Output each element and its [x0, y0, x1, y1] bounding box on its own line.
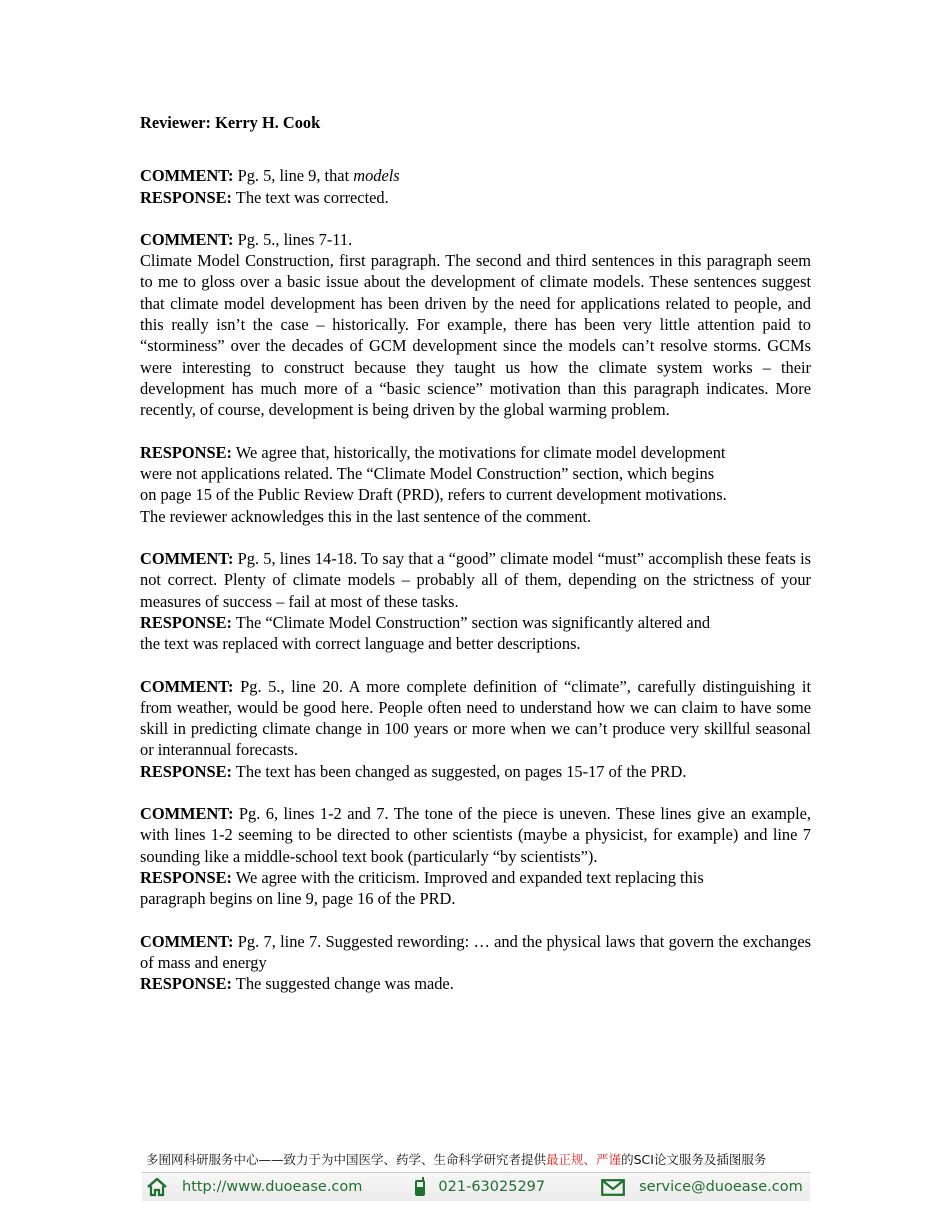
website-text: http://www.duoease.com	[182, 1179, 363, 1195]
response-line: on page 15 of the Public Review Draft (PRD), refers to current development motivations.	[140, 485, 727, 505]
comment-italic: models	[353, 166, 400, 186]
response-line: paragraph begins on line 9, page 16 of the PRD.	[140, 889, 456, 909]
response-label: RESPONSE:	[140, 442, 232, 462]
comment-text: Pg. 5., lines 7-11.	[233, 229, 353, 249]
response-line: the text was replaced with correct language and better descriptions.	[140, 634, 581, 654]
slogan-text: 多囿网科研服务中心——致力于为中国医学、药学、生命科学研究者提供	[146, 1152, 547, 1167]
comment-label: COMMENT:	[140, 676, 234, 696]
response-label: RESPONSE:	[140, 867, 232, 887]
response-text: The text was corrected.	[232, 187, 389, 207]
response-line: The “Climate Model Construction” section was significantly altered and	[232, 612, 711, 632]
response-line: We agree with the criticism. Improved and expanded text replacing this	[232, 867, 704, 887]
footer-contacts	[142, 1172, 810, 1201]
response-label: RESPONSE:	[140, 761, 232, 781]
home-icon	[146, 1177, 168, 1197]
response-text: The suggested change was made.	[232, 974, 454, 994]
envelope-icon	[601, 1179, 625, 1196]
comment-label: COMMENT:	[140, 166, 234, 186]
mobile-phone-icon	[414, 1177, 426, 1197]
footer-slogan	[142, 1148, 810, 1172]
reviewer-heading: Reviewer: Kerry H. Cook	[140, 113, 321, 132]
comment-label: COMMENT:	[140, 804, 234, 824]
comment-label: COMMENT:	[140, 229, 234, 249]
comment-body: Climate Model Construction, first paragraph. The second and third sentences in this paragraph seem to me to gloss over a basic issue about the development of climate models. These sentences suggest that climate model development has been driven by the need for applications related to people, and this really isn’t the case – historically. For example, there has been very little attention paid to “storminess” over the decades of GCM development since the models can’t resolve storms. GCMs were interesting to construct because they taught us how the climate system works – their development has much more of a “basic science” motivation than this paragraph indicates. More recently, of course, development is being driven by the global warming problem.	[140, 251, 811, 420]
document-page	[140, 112, 811, 1015]
website-link[interactable]	[146, 1177, 362, 1197]
phone-text: 021-63025297	[438, 1179, 546, 1195]
comment-label: COMMENT:	[140, 549, 234, 569]
response-label: RESPONSE:	[140, 187, 232, 207]
comment-paragraph	[140, 676, 811, 761]
response-line: The reviewer acknowledges this in the last sentence of the comment.	[140, 506, 592, 526]
comment-5	[140, 803, 811, 909]
phone-number[interactable]	[414, 1177, 545, 1197]
response-label: RESPONSE:	[140, 974, 232, 994]
email-link[interactable]	[601, 1179, 803, 1196]
response-text: The text has been changed as suggested, on pages 15-17 of the PRD.	[232, 761, 687, 781]
footer-banner	[142, 1148, 810, 1200]
comment-text: Pg. 5, lines 14-18. To say that a “good” climate model “must” accomplish these feats is not correct. Plenty of climate models – probably all of them, depending on the strictness of your measures of success – fail at most of these tasks.	[140, 549, 811, 611]
comment-3	[140, 548, 811, 654]
email-text: service@duoease.com	[639, 1179, 803, 1195]
response-label: RESPONSE:	[140, 612, 232, 632]
comment-2	[140, 229, 811, 527]
comment-paragraph	[140, 548, 811, 612]
slogan-text: 的SCI论文服务及插图服务	[621, 1152, 767, 1167]
slogan-highlight: 严谨	[596, 1152, 622, 1167]
comment-6	[140, 931, 811, 995]
comment-paragraph	[140, 803, 811, 867]
comment-text: Pg. 5., line 20. A more complete definition of “climate”, carefully distinguishing it from weather, would be good here. People often need to understand how we can claim to have some skill in predicting climate change in 100 years or more when we can’t produce very skillful seasonal or interannual forecasts.	[140, 676, 811, 760]
comment-text: Pg. 7, line 7. Suggested rewording: … and the physical laws that govern the exchanges of mass and energy	[140, 931, 811, 972]
comment-paragraph	[140, 931, 811, 974]
comment-4	[140, 676, 811, 782]
comment-text: Pg. 6, lines 1-2 and 7. The tone of the piece is uneven. These lines give an example, with lines 1-2 seeming to be directed to other scientists (maybe a physicist, for example) and line 7 sounding like a middle-school text book (particularly “by scientists”).	[140, 804, 811, 866]
slogan-separator: 、	[583, 1152, 597, 1167]
comment-text: Pg. 5, line 9, that	[233, 166, 354, 186]
response-line: We agree that, historically, the motivations for climate model development	[232, 442, 726, 462]
comment-1	[140, 165, 811, 208]
comment-label: COMMENT:	[140, 931, 234, 951]
response-line: were not applications related. The “Climate Model Construction” section, which begins	[140, 464, 715, 484]
slogan-highlight: 最正规	[546, 1152, 584, 1167]
